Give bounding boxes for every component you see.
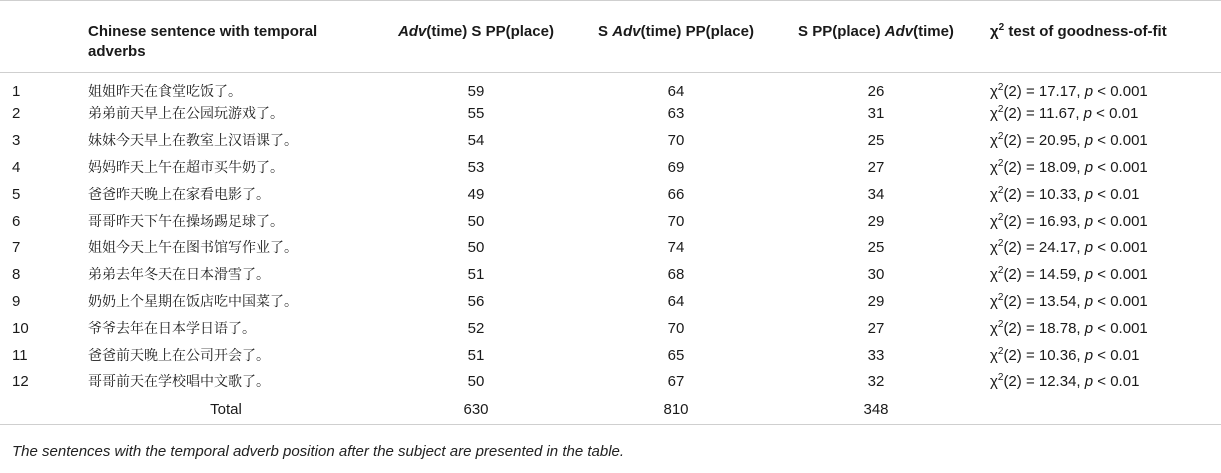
p-value: 0.01	[1109, 105, 1139, 123]
count-adv-last: 32	[867, 373, 885, 391]
row-number: 4	[12, 158, 21, 176]
chi-sup: 2	[997, 131, 1004, 143]
count-adv-last: 25	[867, 239, 885, 257]
chi-df: (2) =	[1003, 239, 1039, 257]
header-adv-last-italic: Adv	[884, 23, 914, 40]
chi-df: (2) =	[1003, 292, 1039, 310]
header-row	[0, 1, 1221, 73]
chi-symbol: χ	[990, 83, 998, 100]
count-adv-last: 34	[867, 185, 885, 203]
count-adv-last: 30	[867, 266, 885, 284]
chi-square-cell: $\chi^2(2) = 18.09$, p < 0.001	[990, 157, 1148, 176]
chi-square-cell: $\chi^2(2) = 10.36$, p < 0.01	[990, 345, 1140, 364]
p-operator: <	[1097, 346, 1107, 364]
chi-value: 16.93	[1038, 212, 1077, 230]
p-operator: <	[1097, 373, 1107, 391]
header-chi-square	[976, 1, 1221, 73]
p-symbol: p	[1084, 319, 1094, 337]
total-empty	[0, 396, 76, 425]
row-number: 11	[12, 346, 28, 364]
chi-value: 17.17	[1038, 83, 1077, 100]
chi-sup: 2	[997, 157, 1004, 169]
count-adv-middle: 63	[667, 105, 685, 123]
count-adv-middle: 74	[667, 239, 685, 257]
chi-square-cell: $\chi^2(2) = 14.59$, p < 0.001	[990, 265, 1148, 284]
row-number: 10	[12, 319, 29, 337]
chi-value: 12.34	[1038, 373, 1077, 391]
chi-value: 10.33	[1038, 185, 1077, 203]
chi-square-cell: $\chi^2(2) = 16.93$, p < 0.001	[990, 211, 1148, 230]
p-value: 0.001	[1110, 319, 1148, 337]
header-sentence: Chinese sentence with temporal adverbs	[76, 1, 376, 73]
chi-symbol: χ	[990, 266, 998, 284]
chi-value: 10.36	[1038, 346, 1077, 364]
p-symbol: p	[1084, 292, 1094, 310]
chi-sup: 2	[997, 211, 1004, 223]
chi-symbol: χ	[990, 346, 998, 364]
table-row	[0, 155, 1221, 182]
chi-value: 14.59	[1038, 266, 1077, 284]
chi-df: (2) =	[1003, 266, 1039, 284]
row-number: 12	[12, 373, 29, 391]
count-adv-last: 26	[867, 83, 885, 100]
header-adv-first-italic: Adv	[398, 23, 427, 40]
chi-symbol: χ	[990, 158, 998, 176]
sentence-cell: 奶奶上个星期在饭店吃中国菜了。	[88, 293, 298, 310]
table-header	[0, 1, 1221, 73]
chi-df: (2) =	[1003, 83, 1039, 100]
chi-square-cell: $\chi^2(2) = 10.33$, p < 0.01	[990, 184, 1140, 203]
sentence-cell: 妈妈昨天上午在超市买牛奶了。	[88, 159, 284, 176]
row-number: 1	[12, 83, 21, 100]
sentence-cell: 姐姐昨天在食堂吃饭了。	[88, 84, 242, 100]
header-number	[0, 1, 76, 73]
sentence-cell: 妹妹今天早上在教室上汉语课了。	[88, 133, 298, 150]
total-row	[0, 396, 1221, 425]
chi-sup: 2	[997, 318, 1004, 330]
chi-symbol: χ	[990, 212, 998, 230]
p-symbol: p	[1084, 373, 1094, 391]
chi-sup: 2	[997, 291, 1004, 303]
p-symbol: p	[1084, 158, 1094, 176]
count-adv-last: 27	[867, 158, 885, 176]
sentence-cell: 哥哥前天在学校唱中文歌了。	[88, 374, 270, 391]
count-adv-last: 31	[867, 105, 885, 123]
chi-sup: 2	[997, 345, 1004, 357]
sentence-cell: 哥哥昨天下午在操场踢足球了。	[88, 213, 284, 230]
p-symbol: p	[1084, 83, 1094, 100]
p-operator: <	[1097, 83, 1107, 100]
header-adv-middle-italic: Adv	[612, 23, 641, 40]
chi-value: 20.95	[1038, 132, 1077, 150]
p-operator: <	[1097, 185, 1107, 203]
count-adv-first: 50	[467, 373, 485, 391]
count-adv-middle: 70	[667, 212, 685, 230]
chi-value: 18.09	[1038, 158, 1077, 176]
p-value: 0.001	[1110, 292, 1148, 310]
count-adv-first: 50	[467, 239, 485, 257]
count-adv-first: 52	[467, 319, 485, 337]
count-adv-middle: 65	[667, 346, 685, 364]
row-number: 8	[12, 266, 21, 284]
table-row	[0, 342, 1221, 369]
header-adv-first	[376, 1, 576, 73]
p-symbol: p	[1084, 212, 1094, 230]
count-adv-first: 56	[467, 292, 485, 310]
table-row	[0, 369, 1221, 396]
chi-square-cell: $\chi^2(2) = 11.67$, p < 0.01	[990, 104, 1139, 123]
total-adv-middle: 810	[576, 396, 776, 425]
total-label: Total	[76, 396, 376, 425]
chi-square-cell: $\chi^2(2) = 13.54$, p < 0.001	[990, 291, 1148, 310]
p-value: 0.001	[1110, 83, 1148, 100]
count-adv-first: 51	[467, 346, 485, 364]
row-number: 5	[12, 185, 21, 203]
header-adv-first-rest: (time) S PP(place)	[426, 23, 554, 40]
count-adv-middle: 64	[667, 292, 685, 310]
row-number: 2	[12, 105, 21, 123]
count-adv-last: 27	[867, 319, 885, 337]
count-adv-first: 59	[467, 83, 485, 100]
chi-sup: 2	[997, 238, 1004, 250]
sentence-cell: 爸爸前天晚上在公司开会了。	[88, 347, 270, 364]
header-adv-last-rest: (time)	[913, 23, 954, 40]
chi-sup: 2	[997, 372, 1004, 384]
chi-sup: 2	[997, 82, 1004, 93]
header-chi-sup: 2	[998, 22, 1005, 33]
chi-symbol: χ	[990, 239, 998, 257]
header-chi-symbol: χ	[990, 23, 999, 40]
chi-value: 24.17	[1038, 239, 1077, 257]
p-value: 0.001	[1110, 266, 1148, 284]
p-value: 0.001	[1110, 239, 1148, 257]
table-row	[0, 289, 1221, 316]
p-value: 0.01	[1110, 346, 1140, 364]
chi-square-cell: $\chi^2(2) = 12.34$, p < 0.01	[990, 372, 1140, 391]
p-operator: <	[1097, 212, 1107, 230]
p-value: 0.01	[1110, 185, 1140, 203]
p-operator: <	[1097, 292, 1107, 310]
chi-sup: 2	[997, 104, 1004, 116]
p-operator: <	[1096, 105, 1105, 123]
count-adv-last: 29	[867, 212, 885, 230]
p-symbol: p	[1084, 346, 1094, 364]
count-adv-first: 50	[467, 212, 485, 230]
p-operator: <	[1097, 158, 1107, 176]
chi-symbol: χ	[990, 292, 998, 310]
chi-square-cell: $\chi^2(2) = 24.17$, p < 0.001	[990, 238, 1148, 257]
count-adv-first: 53	[467, 158, 485, 176]
chi-df: (2) =	[1003, 158, 1039, 176]
header-chi-rest: test of goodness-of-fit	[1004, 23, 1167, 40]
table-body	[0, 73, 1221, 425]
table-row	[0, 235, 1221, 262]
chi-symbol: χ	[990, 185, 998, 203]
chi-df: (2) =	[1003, 373, 1039, 391]
count-adv-first: 55	[467, 105, 485, 123]
sentence-cell: 姐姐今天上午在图书馆写作业了。	[88, 240, 298, 257]
row-number: 6	[12, 212, 21, 230]
p-operator: <	[1097, 319, 1107, 337]
count-adv-middle: 66	[667, 185, 685, 203]
table-row	[0, 73, 1221, 102]
table-row	[0, 315, 1221, 342]
chi-symbol: χ	[990, 319, 998, 337]
count-adv-first: 49	[467, 185, 485, 203]
total-chi-empty	[976, 396, 1221, 425]
chi-df: (2) =	[1003, 105, 1039, 123]
count-adv-middle: 64	[667, 83, 685, 100]
count-adv-first: 51	[467, 266, 485, 284]
chi-df: (2) =	[1003, 185, 1039, 203]
row-number: 7	[12, 239, 21, 257]
p-value: 0.01	[1110, 373, 1140, 391]
chi-symbol: χ	[990, 373, 998, 391]
p-operator: <	[1097, 239, 1107, 257]
chi-square-cell: $\chi^2(2) = 20.95$, p < 0.001	[990, 131, 1148, 150]
p-symbol: p	[1084, 266, 1094, 284]
chi-value: 13.54	[1038, 292, 1077, 310]
chi-square-cell: $\chi^2(2) = 17.17$, p < 0.001	[990, 82, 1148, 100]
chi-sup: 2	[997, 265, 1004, 277]
chi-df: (2) =	[1003, 346, 1039, 364]
count-adv-middle: 67	[667, 373, 685, 391]
p-value: 0.001	[1110, 132, 1148, 150]
p-symbol: p	[1083, 105, 1092, 123]
table-row	[0, 262, 1221, 289]
header-adv-last-pre: S PP(place)	[798, 23, 885, 40]
chi-df: (2) =	[1003, 212, 1039, 230]
total-adv-last: 348	[776, 396, 976, 425]
sentence-cell: 弟弟前天早上在公园玩游戏了。	[88, 106, 284, 123]
chi-square-cell: $\chi^2(2) = 18.78$, p < 0.001	[990, 318, 1148, 337]
header-adv-middle-rest: (time) PP(place)	[640, 23, 754, 40]
p-operator: <	[1097, 266, 1107, 284]
count-adv-middle: 70	[667, 319, 685, 337]
header-adv-middle	[576, 1, 776, 73]
table-footnote: The sentences with the temporal adverb position after the subject are presented in the table.	[12, 443, 625, 460]
count-adv-last: 33	[867, 346, 885, 364]
sentence-cell: 爸爸昨天晚上在家看电影了。	[88, 186, 270, 203]
table-row	[0, 101, 1221, 128]
p-symbol: p	[1084, 132, 1094, 150]
sentence-cell: 弟弟去年冬天在日本滑雪了。	[88, 267, 270, 284]
chi-value: 11.67	[1038, 105, 1076, 123]
chi-symbol: χ	[990, 132, 998, 150]
total-adv-first: 630	[376, 396, 576, 425]
p-value: 0.001	[1110, 212, 1148, 230]
sentence-cell: 爷爷去年在日本学日语了。	[88, 320, 256, 337]
count-adv-last: 29	[867, 292, 885, 310]
count-adv-middle: 70	[667, 132, 685, 150]
count-adv-middle: 68	[667, 266, 685, 284]
p-value: 0.001	[1110, 158, 1148, 176]
chi-df: (2) =	[1003, 132, 1039, 150]
row-number: 3	[12, 132, 21, 150]
chi-symbol: χ	[990, 105, 998, 123]
chi-df: (2) =	[1003, 319, 1039, 337]
count-adv-first: 54	[467, 132, 485, 150]
chi-value: 18.78	[1038, 319, 1077, 337]
table-row	[0, 128, 1221, 155]
table-row	[0, 208, 1221, 235]
p-symbol: p	[1084, 185, 1094, 203]
p-symbol: p	[1084, 239, 1094, 257]
row-number: 9	[12, 292, 21, 310]
chi-sup: 2	[997, 184, 1004, 196]
header-adv-middle-pre: S	[598, 23, 613, 40]
count-adv-last: 25	[867, 132, 885, 150]
table-row	[0, 181, 1221, 208]
p-operator: <	[1097, 132, 1107, 150]
count-adv-middle: 69	[667, 158, 685, 176]
header-adv-last	[776, 1, 976, 73]
